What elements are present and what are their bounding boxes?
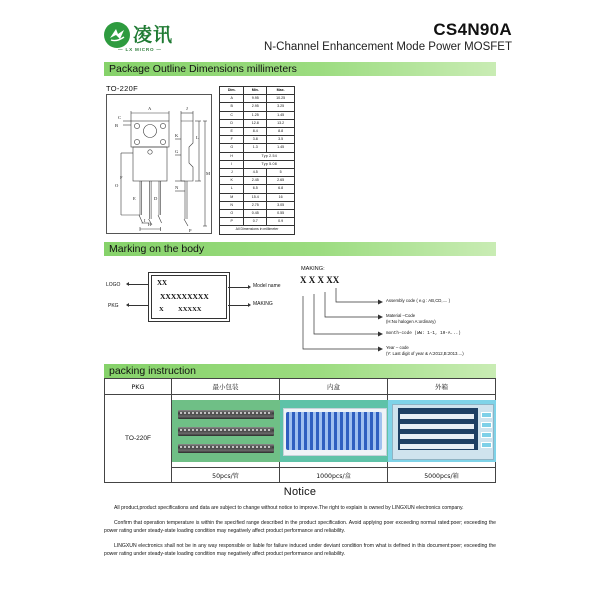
dimension-symbol: C xyxy=(220,111,244,119)
making-char-assembly: XX xyxy=(326,275,340,285)
marking-block xyxy=(104,260,496,358)
note-assembly-code: Assembly code ( e.g : AB,CD,.... ) xyxy=(386,298,450,303)
svg-text:G: G xyxy=(175,149,179,154)
label-making: MAKING xyxy=(253,301,273,307)
dimensions-row xyxy=(220,95,295,103)
dimension-symbol: H xyxy=(220,152,244,160)
dimension-symbol: G xyxy=(220,144,244,152)
package-outline-block xyxy=(104,84,496,234)
svg-text:I: I xyxy=(144,218,146,223)
dimension-min: 1.3 xyxy=(244,144,267,152)
making-breakdown-title: MAKING: xyxy=(301,266,325,272)
packing-table xyxy=(104,378,496,483)
svg-text:O: O xyxy=(115,183,119,188)
dimension-max: 2.65 xyxy=(267,177,295,185)
dimensions-footnote: All Dimensions in millimeter xyxy=(220,226,295,234)
svg-text:N: N xyxy=(175,185,179,190)
dimensions-table-header xyxy=(220,87,295,95)
dimensions-table-body xyxy=(220,95,295,226)
svg-text:F: F xyxy=(120,175,123,180)
dimensions-row xyxy=(220,160,295,168)
col-dim: Dim. xyxy=(220,87,244,95)
label-logo: LOGO xyxy=(106,282,121,288)
dimension-max: 3.5 xyxy=(267,136,295,144)
dimension-symbol: A xyxy=(220,95,244,103)
dimension-min: 15.4 xyxy=(244,193,267,201)
note-year-code: Year – code xyxy=(386,345,409,350)
dimensions-row xyxy=(220,193,295,201)
section-bar-marking xyxy=(104,242,496,256)
packing-table-header xyxy=(105,379,496,395)
note-month-code: month–code (WW: 1-1, 10-A...) xyxy=(386,331,461,336)
note-year-detail: (Y: Last digit of year & A:2012,B:2013....) xyxy=(386,351,464,356)
packing-col-inner-box: 内盒 xyxy=(280,379,388,395)
svg-text:B: B xyxy=(115,123,119,128)
dimension-max: 16 xyxy=(267,193,295,201)
dimension-symbol: M xyxy=(220,193,244,201)
dimension-typ: Typ 2.54 xyxy=(244,152,295,160)
packing-table-image-row xyxy=(105,395,496,468)
dimension-min: 2.95 xyxy=(244,103,267,111)
marking-code-text: XXXXX xyxy=(178,306,202,313)
dimension-min: 9.95 xyxy=(244,95,267,103)
notice-paragraph-3: LINGXUN electronics shall not be in any way responsible or liable for failure induced under deviant condition from what is defined in this document:poer; exceeding the power rating under steady-state loading condition may negatively affect product performance and reliability. xyxy=(104,542,496,557)
note-material-detail: (H:No halogen A:ordinary) xyxy=(386,319,436,324)
notice-block xyxy=(104,486,496,558)
section-title-package: Package Outline Dimensions millimeters xyxy=(109,63,297,75)
packing-col-pkg: PKG xyxy=(105,379,172,395)
col-max: Max. xyxy=(267,87,295,95)
svg-text:L: L xyxy=(196,135,199,140)
dimension-typ: Typ 5.08 xyxy=(244,160,295,168)
dimension-max: 10.25 xyxy=(267,95,295,103)
dimension-min: 1.25 xyxy=(244,111,267,119)
dimension-symbol: L xyxy=(220,185,244,193)
marking-pkg-char: X xyxy=(159,306,164,313)
marking-model-text: XXXXXXXXX xyxy=(160,292,209,301)
note-material-code: Material –Code xyxy=(386,313,416,318)
arrow-making-line xyxy=(228,305,248,306)
dimension-min: 6.5 xyxy=(244,185,267,193)
svg-text:J: J xyxy=(186,106,188,111)
packing-photo-innerbox xyxy=(280,400,388,462)
label-model-name: Model name xyxy=(253,283,281,289)
dimensions-row xyxy=(220,144,295,152)
packing-col-outer-carton: 外箱 xyxy=(388,379,496,395)
dimensions-row xyxy=(220,136,295,144)
dimension-min: 8.4 xyxy=(244,128,267,136)
arrow-pkg-line xyxy=(129,305,148,306)
dimensions-row xyxy=(220,210,295,218)
dimension-min: 3.8 xyxy=(244,136,267,144)
arrow-model-line xyxy=(228,287,248,288)
dimensions-row xyxy=(220,103,295,111)
dimension-symbol: E xyxy=(220,128,244,136)
packing-block xyxy=(104,364,496,483)
dimension-min: 4.5 xyxy=(244,169,267,177)
section-title-packing: packing instruction xyxy=(109,365,196,377)
packing-col-min-pack: 最小包装 xyxy=(172,379,280,395)
lx-micro-logo-icon xyxy=(104,22,130,48)
notice-paragraph-2: Confirm that operation temperature is within the specified range described in the product specification. Avoid applying poer exceeding normal rated:poer; exceeding the power rating under steady-state loading condition may negatively affect product performance and reliability. xyxy=(104,519,496,534)
section-title-marking: Marking on the body xyxy=(109,243,205,255)
to220f-drawing xyxy=(106,94,212,234)
dimension-symbol: F xyxy=(220,136,244,144)
page-header xyxy=(0,0,600,58)
arrow-logo-line xyxy=(129,284,148,285)
packing-qty-carton: 5000pcs/箱 xyxy=(388,468,496,483)
dimension-max: 1.45 xyxy=(267,144,295,152)
dimension-min: 12.8 xyxy=(244,119,267,127)
label-pkg: PKG xyxy=(108,303,119,309)
dimension-min: 2.45 xyxy=(244,177,267,185)
svg-text:M: M xyxy=(206,171,211,176)
svg-text:P: P xyxy=(189,228,192,233)
dimension-max: 3.05 xyxy=(267,201,295,209)
dimension-max: 8.8 xyxy=(267,128,295,136)
dimension-max: 0.9 xyxy=(267,218,295,226)
packing-photo-tubes-cell xyxy=(172,395,280,468)
packing-pkg-value: TO-220F xyxy=(105,395,172,483)
logo-subtitle: — LX MICRO — xyxy=(118,47,162,52)
package-type-label: TO-220F xyxy=(106,84,138,93)
svg-text:H: H xyxy=(148,222,152,227)
packing-photo-carton-cell xyxy=(388,395,496,468)
notice-paragraph-1: All product,product specifications and data are subject to change without notice to improve.The right to explain is owned by LINGXUN electronics company. xyxy=(114,505,464,511)
dimension-min: 2.75 xyxy=(244,201,267,209)
dimension-symbol: I xyxy=(220,160,244,168)
svg-text:K: K xyxy=(175,133,179,138)
dimension-min: 0.7 xyxy=(244,218,267,226)
dimension-symbol: D xyxy=(220,119,244,127)
dimension-symbol: O xyxy=(220,210,244,218)
dimensions-row xyxy=(220,128,295,136)
dimension-min: 0.45 xyxy=(244,210,267,218)
part-description: N-Channel Enhancement Mode Power MOSFET xyxy=(264,41,512,53)
col-min: Min. xyxy=(244,87,267,95)
arrow-model-head xyxy=(248,285,251,289)
dimension-symbol: K xyxy=(220,177,244,185)
packing-qty-tube: 50pcs/管 xyxy=(172,468,280,483)
marking-body-box xyxy=(148,272,230,322)
part-number: CS4N90A xyxy=(433,20,512,39)
packing-photo-innerbox-cell xyxy=(280,395,388,468)
svg-text:C: C xyxy=(118,115,122,120)
dimension-symbol: N xyxy=(220,201,244,209)
svg-text:E: E xyxy=(133,196,136,201)
dimension-max: 0.55 xyxy=(267,210,295,218)
dimensions-row xyxy=(220,119,295,127)
making-char-year: X xyxy=(300,275,307,285)
dimensions-row xyxy=(220,169,295,177)
packing-qty-innerbox: 1000pcs/盒 xyxy=(280,468,388,483)
dimension-symbol: P xyxy=(220,218,244,226)
dimensions-row xyxy=(220,152,295,160)
dimensions-table xyxy=(219,86,295,235)
packing-photo-carton xyxy=(388,400,496,462)
company-logo xyxy=(104,22,173,48)
dimensions-row xyxy=(220,177,295,185)
svg-text:A: A xyxy=(148,106,152,111)
logo-chinese-text: 凌讯 xyxy=(133,23,174,46)
dimension-max: 13.2 xyxy=(267,119,295,127)
dimension-symbol: J xyxy=(220,169,244,177)
dimensions-row xyxy=(220,185,295,193)
svg-text:D: D xyxy=(154,196,158,201)
marking-logo-text: XX xyxy=(157,279,168,287)
dimension-max: 3.25 xyxy=(267,103,295,111)
packing-photo-tubes xyxy=(172,400,280,462)
dimensions-row xyxy=(220,218,295,226)
arrow-making-head xyxy=(248,303,251,307)
dimension-max: 5 xyxy=(267,169,295,177)
dimensions-row xyxy=(220,201,295,209)
section-bar-package xyxy=(104,62,496,76)
dimension-symbol: B xyxy=(220,103,244,111)
making-char-month: X xyxy=(308,275,316,285)
making-char-material: X xyxy=(317,275,324,285)
notice-title: Notice xyxy=(283,486,317,498)
dimension-max: 1.45 xyxy=(267,111,295,119)
dimensions-row xyxy=(220,111,295,119)
dimension-max: 6.8 xyxy=(267,185,295,193)
